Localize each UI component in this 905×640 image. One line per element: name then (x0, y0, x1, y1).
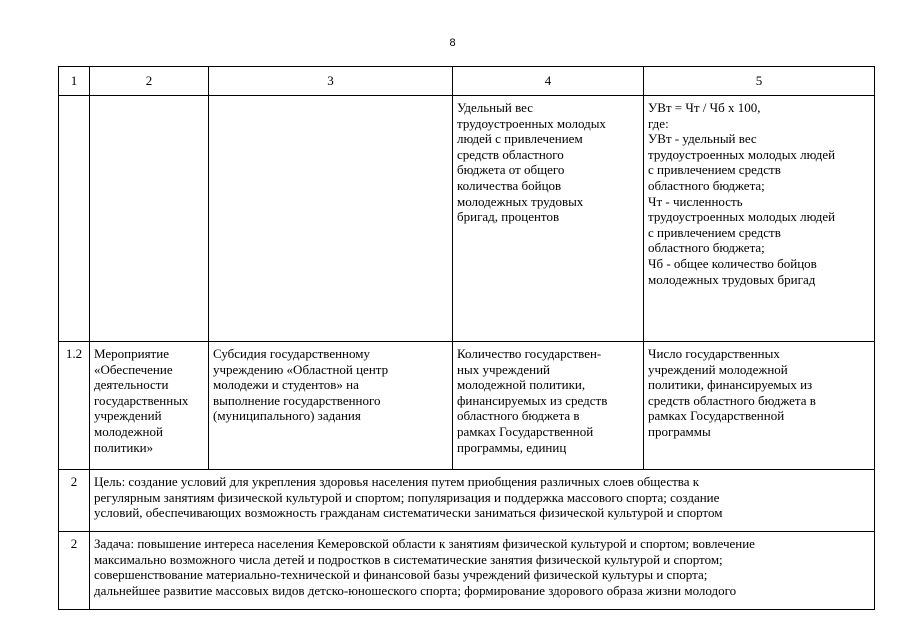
header-col-3: 3 (209, 67, 453, 96)
table-row-1-2 (59, 342, 875, 470)
indicators-table (58, 66, 875, 610)
table-row-goal (59, 470, 875, 532)
table-row-indicator (59, 96, 875, 342)
header-col-2: 2 (90, 67, 209, 96)
row-number-cell: 2 (59, 470, 90, 532)
row-number-cell: 1.2 (59, 342, 90, 470)
task-text-cell: Задача: повышение интереса населения Кемеровской области к занятиям физической культурой и спортом; вовлечение максимально возможного числа детей и подростков в систематические занятия физической культурой и спортом; совершенствование материально-технической и финансовой базы учреждений физической культуры и спорта; дальнейшее развитие массовых видов детско-юношеского спорта; формирование здорового образа жизни молодого (90, 532, 875, 610)
goal-text-cell: Цель: создание условий для укрепления здоровья населения путем приобщения различных слоев общества к регулярным занятиям физической культурой и спортом; популяризация и поддержка массового спорта; создание условий, обеспечивающих возможность гражданам систематически заниматься физической культурой и спортом (90, 470, 875, 532)
table-row-task (59, 532, 875, 610)
page-number: 8 (449, 37, 456, 49)
header-col-4: 4 (453, 67, 644, 96)
indicator-name-cell: Количество государствен- ных учреждений молодежной политики, финансируемых из средств областного бюджета в рамках Государственной программы, единиц (453, 342, 644, 470)
header-col-5: 5 (644, 67, 875, 96)
row-number-cell: 2 (59, 532, 90, 610)
cell-empty-1 (59, 96, 90, 342)
cell-empty-3 (209, 96, 453, 342)
measure-name-cell: Мероприятие «Обеспечение деятельности государственных учреждений молодежной политики» (90, 342, 209, 470)
table-header-row (59, 67, 875, 96)
indicator-formula-cell: УВт = Чт / Чб х 100, где: УВт - удельный вес трудоустроенных молодых людей с привлечением средств областного бюджета; Чт - численность трудоустроенных молодых людей с привлечением средств областного бюджета; Чб - общее количество бойцов молодежных трудовых бригад (644, 96, 875, 342)
header-col-1: 1 (59, 67, 90, 96)
indicator-name-cell: Удельный вес трудоустроенных молодых людей с привлечением средств областного бюджета от общего количества бойцов молодежных трудовых бригад, процентов (453, 96, 644, 342)
indicator-formula-cell: Число государственных учреждений молодежной политики, финансируемых из средств областного бюджета в рамках Государственной программы (644, 342, 875, 470)
cell-empty-2 (90, 96, 209, 342)
measure-description-cell: Субсидия государственному учреждению «Областной центр молодежи и студентов» на выполнение государственного (муниципального) задания (209, 342, 453, 470)
